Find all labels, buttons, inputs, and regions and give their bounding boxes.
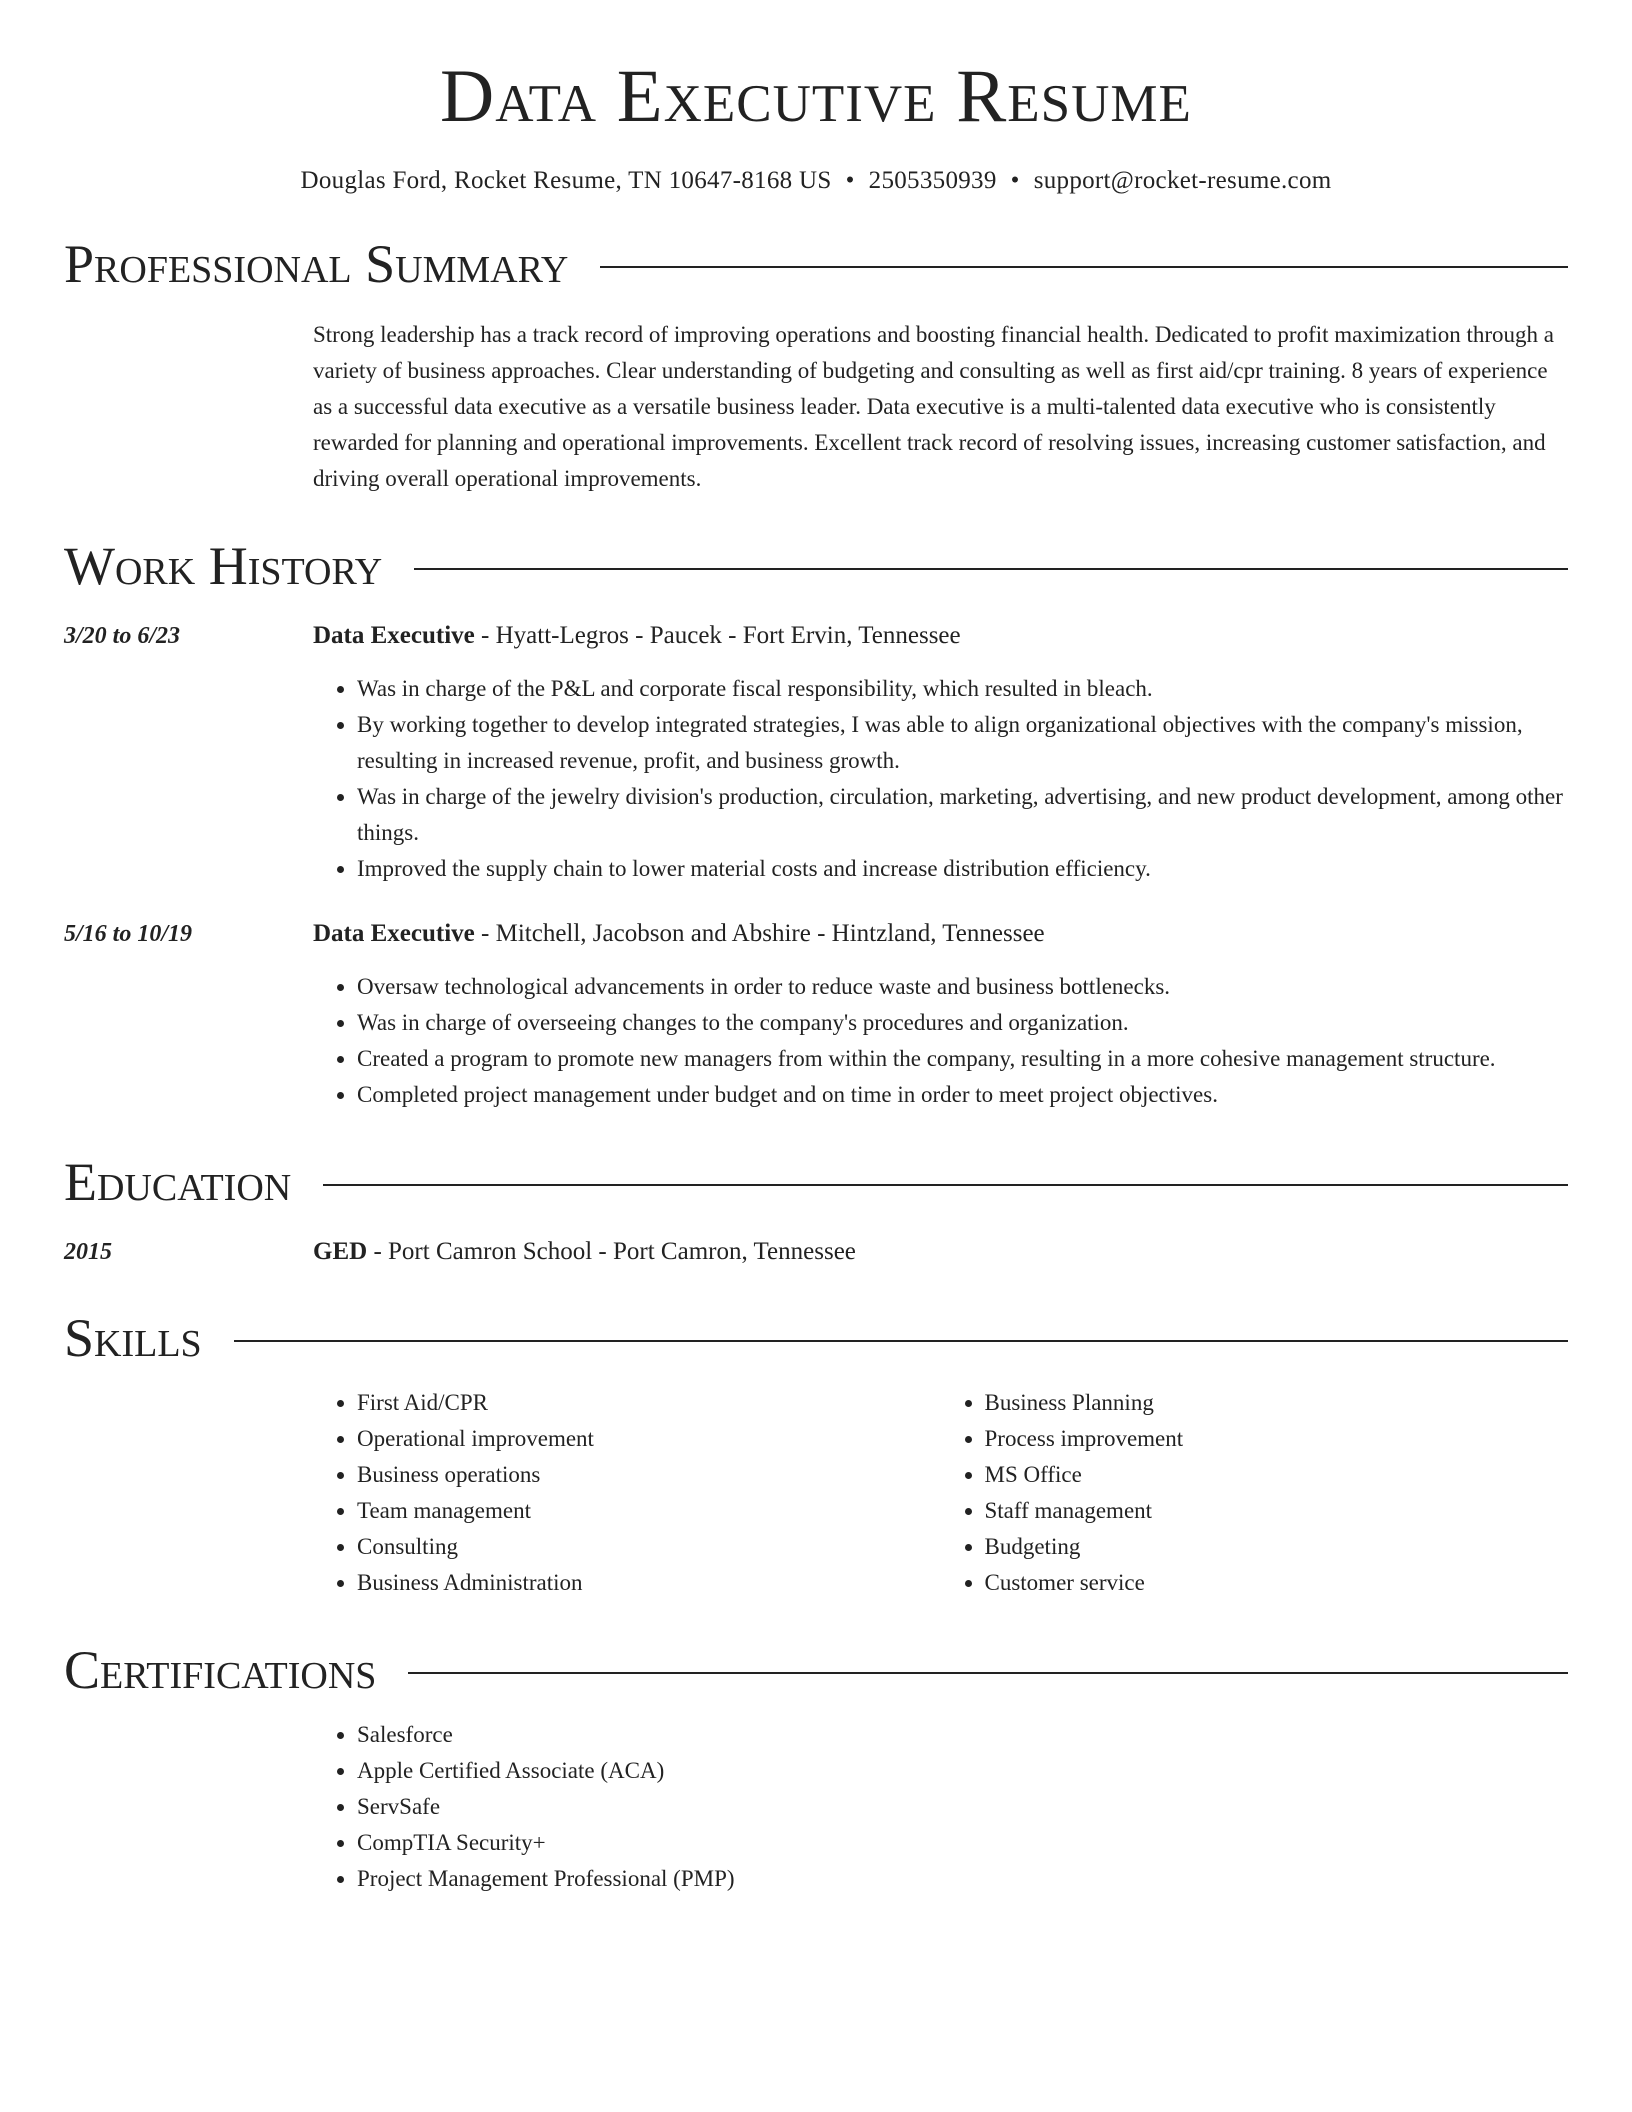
skill-item: • Business Administration xyxy=(357,1565,941,1601)
job-bullet: • Oversaw technological advancements in order to reduce waste and business bottlenecks. xyxy=(357,969,1568,1005)
summary-text: Strong leadership has a track record of improving operations and boosting financial health. Dedicated to profit maximization through a variety of business approaches. Clear understanding of budgeting and consulting as well as first aid/cpr training. 8 years of experience as a successful data executive as a versatile business leader. Data executive is a multi-talented data executive who is consistently rewarded for planning and operational improvements. Excellent track record of resolving issues, increasing customer satisfaction, and driving overall operational improvements. xyxy=(313,321,1555,491)
job-bullet: • Was in charge of the P&L and corporate fiscal responsibility, which resulted in bleach. xyxy=(357,671,1568,707)
skills-section-title: Skills xyxy=(64,1307,202,1368)
job-heading xyxy=(313,619,1568,653)
education-degree: GED xyxy=(313,1237,368,1265)
section-divider xyxy=(600,266,1568,268)
education-body xyxy=(313,1235,1568,1269)
skill-item: • Business Planning xyxy=(985,1385,1569,1421)
job-role: Data Executive xyxy=(313,919,475,947)
skill-item: • First Aid/CPR xyxy=(357,1385,941,1421)
certifications-section-title: Certifications xyxy=(64,1639,377,1700)
contact-phone: 2505350939 xyxy=(868,166,997,194)
skills-section-header xyxy=(64,1307,1568,1368)
certifications-section-header xyxy=(64,1639,1568,1700)
certifications-items xyxy=(313,1717,1568,1897)
certification-item: • Salesforce xyxy=(357,1717,1568,1753)
section-divider xyxy=(234,1340,1568,1342)
skill-item: • Business operations xyxy=(357,1457,941,1493)
separator-dot: • xyxy=(845,166,855,194)
skills-column-left xyxy=(313,1385,941,1601)
summary-section-header xyxy=(64,233,1568,294)
skill-item: • Team management xyxy=(357,1493,941,1529)
section-divider xyxy=(408,1672,1568,1674)
contact-line xyxy=(64,167,1568,195)
certification-item: • Apple Certified Associate (ACA) xyxy=(357,1753,1568,1789)
job-bullet: • Was in charge of overseeing changes to the company's procedures and organization. xyxy=(357,1005,1568,1041)
job-bullet: • Completed project management under budget and on time in order to meet project objectives. xyxy=(357,1077,1568,1113)
job-dates: 5/16 to 10/19 xyxy=(64,920,193,947)
education-year: 2015 xyxy=(64,1238,112,1265)
education-section-header xyxy=(64,1151,1568,1212)
job-details: - Hyatt-Legros - Paucek - Fort Ervin, Tennessee xyxy=(474,621,961,649)
job-bullet: • Improved the supply chain to lower material costs and increase distribution efficiency. xyxy=(357,851,1568,887)
section-divider xyxy=(323,1184,1568,1186)
certifications-list xyxy=(313,1717,1568,1897)
certification-item: • CompTIA Security+ xyxy=(357,1825,1568,1861)
education-section-title: Education xyxy=(64,1151,292,1212)
contact-address: Douglas Ford, Rocket Resume, TN 10647-8168 US xyxy=(300,166,832,194)
job-dates: 3/20 to 6/23 xyxy=(64,622,181,649)
contact-email: support@rocket-resume.com xyxy=(1033,166,1332,194)
skill-item: • MS Office xyxy=(985,1457,1569,1493)
skills-list xyxy=(313,1385,1568,1601)
skill-item: • Budgeting xyxy=(985,1529,1569,1565)
education-heading xyxy=(313,1235,1568,1269)
separator-dot: • xyxy=(1010,166,1020,194)
job-role: Data Executive xyxy=(313,621,475,649)
job-bullet: • By working together to develop integrated strategies, I was able to align organizational objectives with the company's mission, resulting in increased revenue, profit, and business growth. xyxy=(357,707,1568,779)
education-entry xyxy=(64,1235,1568,1269)
skills-column-right xyxy=(941,1385,1569,1601)
resume-title: Data Executive Resume xyxy=(440,55,1192,138)
certification-item: • Project Management Professional (PMP) xyxy=(357,1861,1568,1897)
work-section-title: Work History xyxy=(64,535,383,596)
skill-item: • Customer service xyxy=(985,1565,1569,1601)
job-entry xyxy=(64,917,1568,1113)
job-body xyxy=(313,619,1568,887)
job-body xyxy=(313,917,1568,1113)
job-bullet: • Was in charge of the jewelry division's production, circulation, marketing, advertising, and new product development, among other things. xyxy=(357,779,1568,851)
section-divider xyxy=(414,568,1568,570)
job-bullets xyxy=(313,969,1568,1113)
summary-section-title: Professional Summary xyxy=(64,233,569,294)
job-bullets xyxy=(313,671,1568,887)
certification-item: • ServSafe xyxy=(357,1789,1568,1825)
job-details: - Mitchell, Jacobson and Abshire - Hintzland, Tennessee xyxy=(474,919,1045,947)
education-details: - Port Camron School - Port Camron, Tennessee xyxy=(367,1237,856,1265)
skill-item: • Process improvement xyxy=(985,1421,1569,1457)
skill-item: • Staff management xyxy=(985,1493,1569,1529)
job-heading xyxy=(313,917,1568,951)
job-bullet: • Created a program to promote new managers from within the company, resulting in a more cohesive management structure. xyxy=(357,1041,1568,1077)
skill-item: • Operational improvement xyxy=(357,1421,941,1457)
job-entry xyxy=(64,619,1568,887)
work-section-header xyxy=(64,535,1568,596)
skill-item: • Consulting xyxy=(357,1529,941,1565)
